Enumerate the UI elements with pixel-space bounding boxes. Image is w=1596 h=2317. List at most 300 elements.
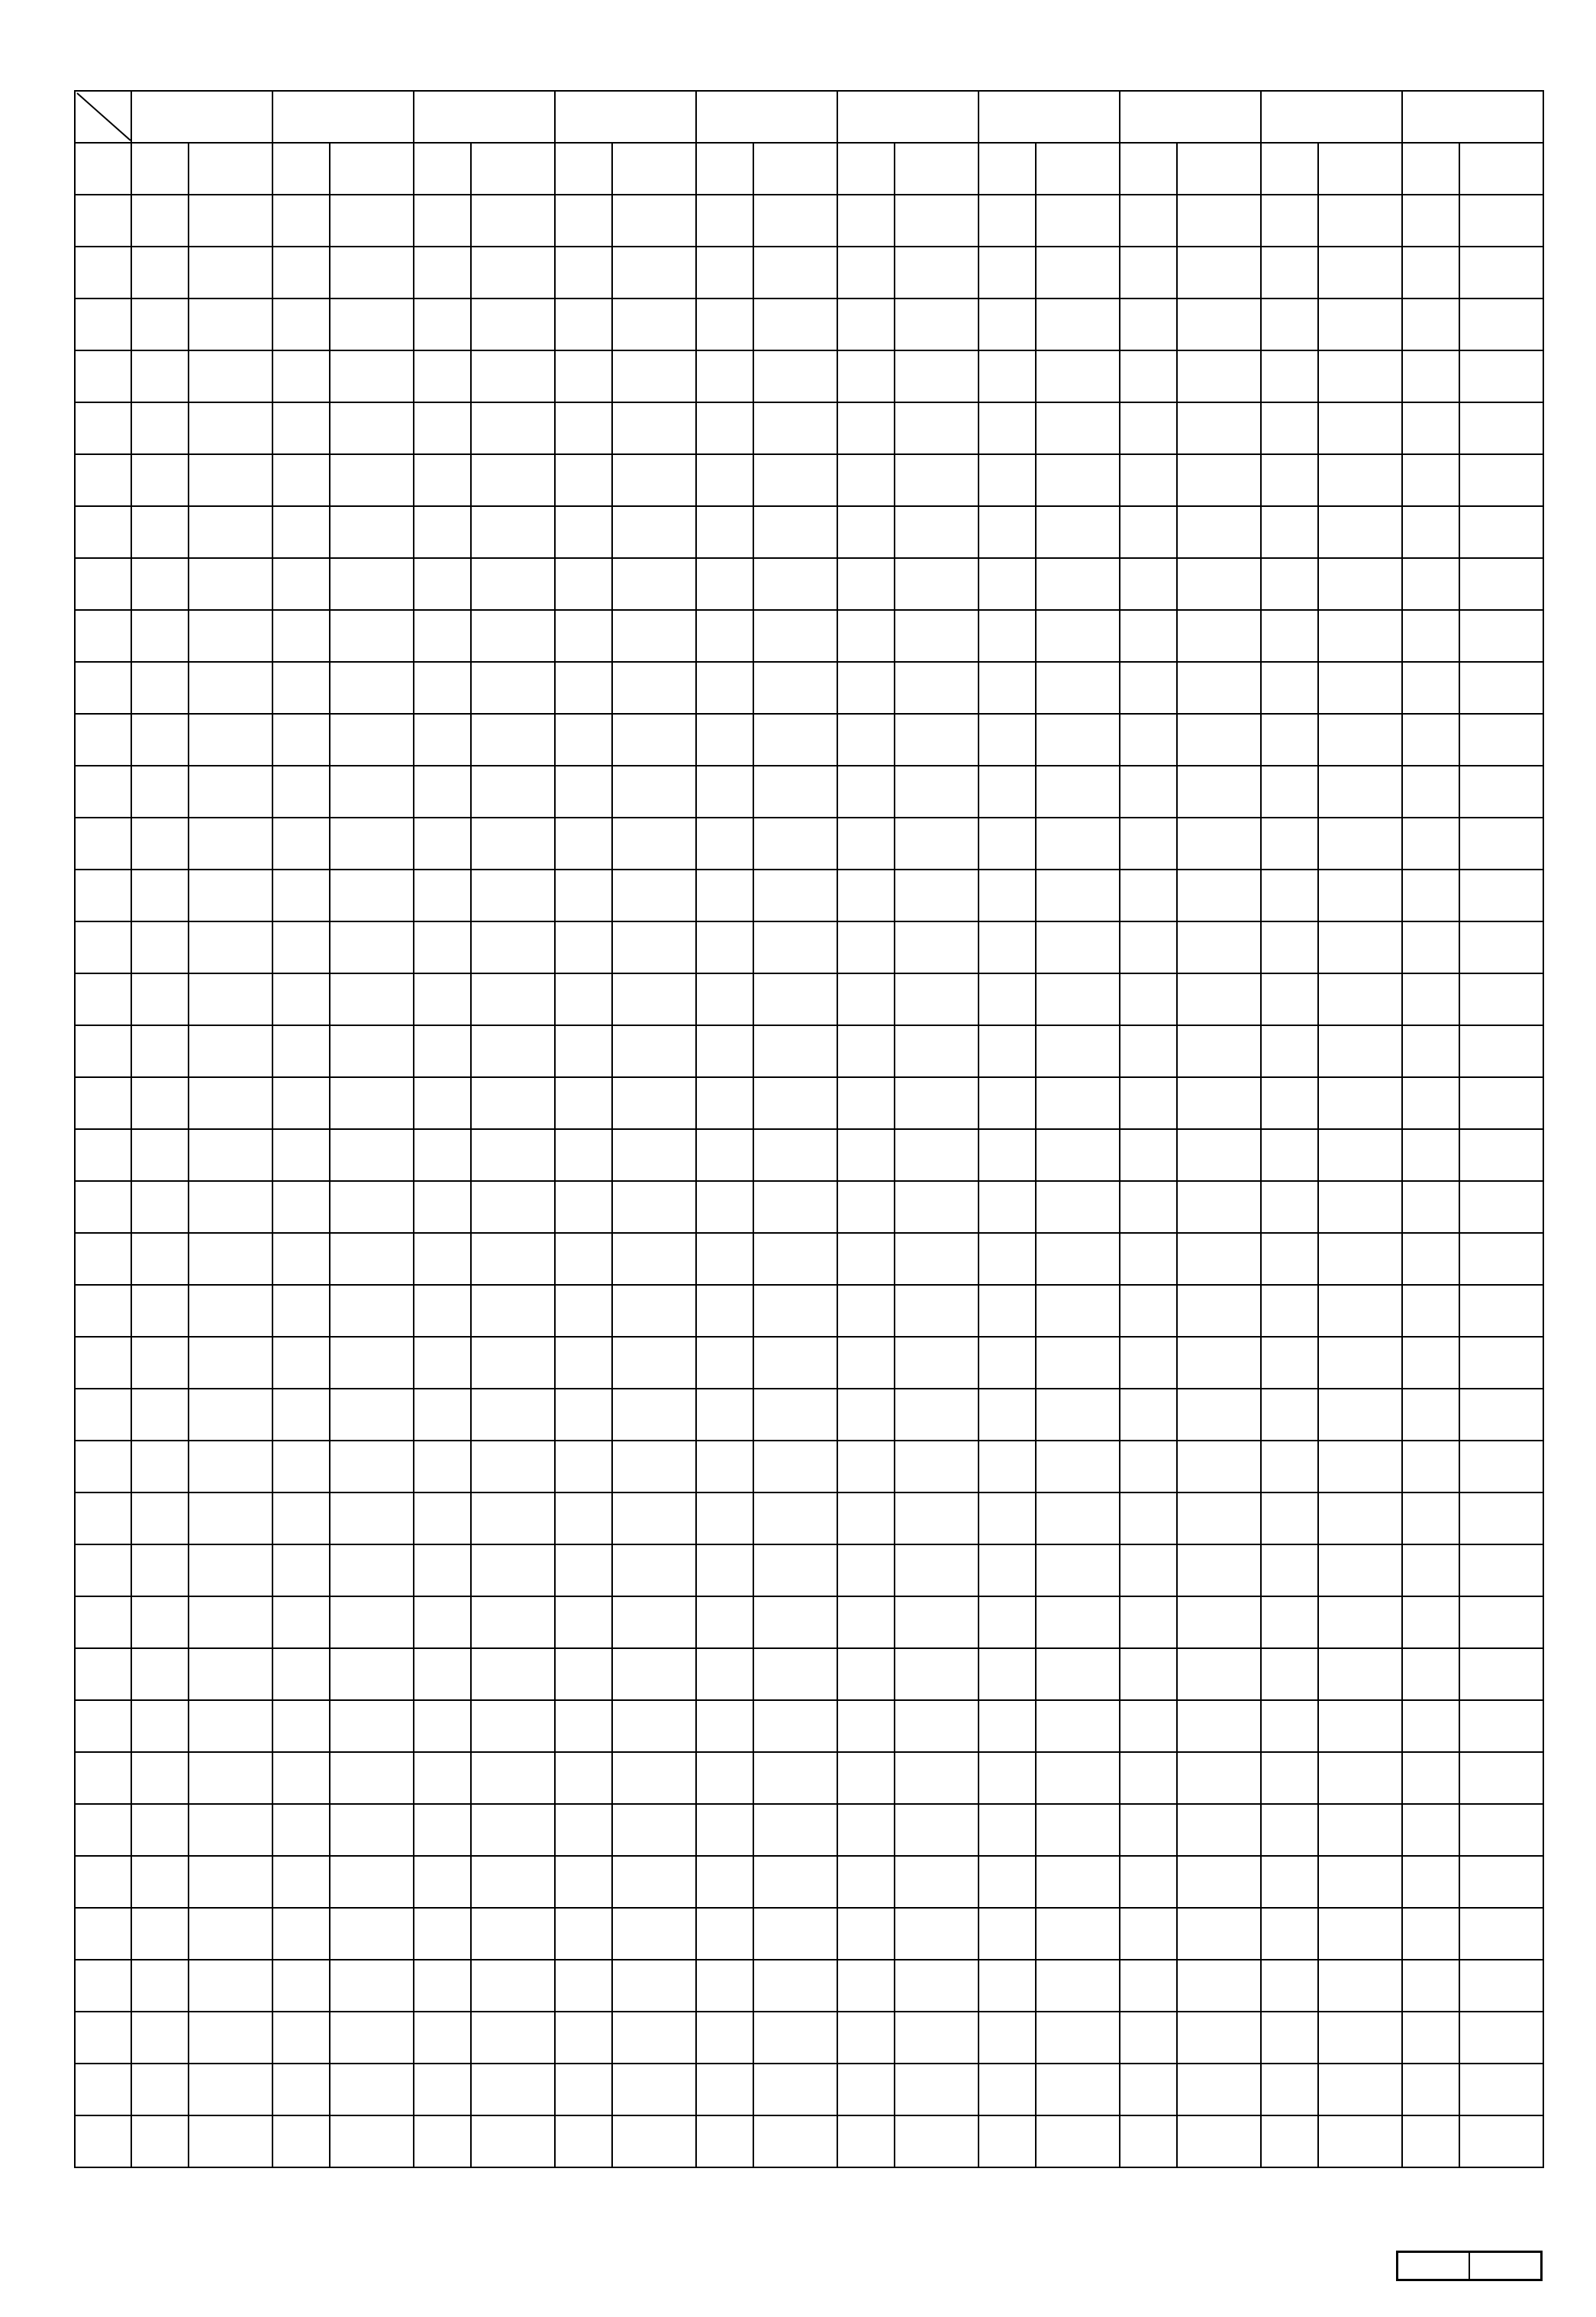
count-cell bbox=[979, 2064, 1036, 2115]
volume-cell bbox=[1318, 1856, 1402, 1908]
volume-cell bbox=[1036, 870, 1120, 921]
count-cell bbox=[555, 1025, 612, 1077]
volume-cell bbox=[753, 1441, 837, 1492]
volume-cell bbox=[189, 1337, 272, 1389]
count-cell bbox=[131, 1856, 189, 1908]
volume-cell bbox=[1459, 1389, 1543, 1441]
count-cell bbox=[272, 1129, 330, 1181]
volume-cell bbox=[189, 1492, 272, 1544]
count-cell bbox=[696, 1804, 753, 1856]
count-cell bbox=[979, 818, 1036, 870]
count-cell bbox=[979, 1700, 1036, 1752]
volume-cell bbox=[189, 1596, 272, 1648]
volume-cell bbox=[753, 1389, 837, 1441]
volume-cell bbox=[1459, 1285, 1543, 1337]
count-cell bbox=[131, 1077, 189, 1129]
volume-cell bbox=[471, 506, 555, 558]
count-cell bbox=[414, 1804, 471, 1856]
count-cell bbox=[414, 818, 471, 870]
volume-cell bbox=[1177, 973, 1261, 1025]
table-row bbox=[75, 1025, 1543, 1077]
count-cell bbox=[1402, 662, 1459, 714]
total-count-cell bbox=[272, 2115, 330, 2167]
count-cell bbox=[979, 195, 1036, 247]
count-cell bbox=[131, 195, 189, 247]
volume-cell bbox=[1318, 143, 1402, 195]
volume-cell bbox=[1036, 1129, 1120, 1181]
volume-cell bbox=[895, 662, 979, 714]
volume-cell bbox=[895, 2012, 979, 2064]
count-cell bbox=[1402, 1337, 1459, 1389]
count-cell bbox=[979, 1129, 1036, 1181]
count-cell bbox=[555, 1492, 612, 1544]
count-cell bbox=[1261, 1285, 1318, 1337]
volume-cell bbox=[895, 143, 979, 195]
count-cell bbox=[1402, 1129, 1459, 1181]
volume-cell bbox=[1459, 1181, 1543, 1233]
count-cell bbox=[696, 143, 753, 195]
count-cell bbox=[272, 1856, 330, 1908]
count-cell bbox=[414, 1389, 471, 1441]
count-cell bbox=[414, 350, 471, 402]
count-cell bbox=[272, 1077, 330, 1129]
diameter-cell bbox=[75, 454, 131, 506]
count-cell bbox=[272, 610, 330, 662]
diameter-cell bbox=[75, 1544, 131, 1596]
count-cell bbox=[272, 1752, 330, 1804]
volume-cell bbox=[895, 1752, 979, 1804]
volume-cell bbox=[1459, 1233, 1543, 1285]
volume-cell bbox=[1036, 1441, 1120, 1492]
volume-cell bbox=[1036, 818, 1120, 870]
count-cell bbox=[837, 870, 895, 921]
count-cell bbox=[555, 1960, 612, 2012]
volume-cell bbox=[1036, 350, 1120, 402]
count-cell bbox=[414, 1700, 471, 1752]
volume-cell bbox=[753, 1025, 837, 1077]
count-cell bbox=[272, 662, 330, 714]
volume-cell bbox=[189, 714, 272, 766]
count-cell bbox=[414, 558, 471, 610]
count-cell bbox=[1120, 1856, 1177, 1908]
count-cell bbox=[1402, 143, 1459, 195]
volume-cell bbox=[1459, 973, 1543, 1025]
count-cell bbox=[1261, 662, 1318, 714]
count-cell bbox=[837, 1441, 895, 1492]
volume-cell bbox=[753, 2012, 837, 2064]
volume-cell bbox=[1459, 1337, 1543, 1389]
count-cell bbox=[1402, 818, 1459, 870]
count-cell bbox=[414, 1077, 471, 1129]
count-cell bbox=[131, 298, 189, 350]
table-row bbox=[75, 454, 1543, 506]
volume-cell bbox=[1036, 1856, 1120, 1908]
total-volume-cell bbox=[612, 2115, 696, 2167]
total-count-cell bbox=[1402, 2115, 1459, 2167]
volume-cell bbox=[612, 818, 696, 870]
table-row bbox=[75, 247, 1543, 298]
count-cell bbox=[1402, 402, 1459, 454]
count-cell bbox=[696, 402, 753, 454]
volume-cell bbox=[1459, 1752, 1543, 1804]
volume-cell bbox=[1036, 1337, 1120, 1389]
count-cell bbox=[272, 506, 330, 558]
count-cell bbox=[1120, 662, 1177, 714]
count-cell bbox=[131, 818, 189, 870]
count-cell bbox=[131, 766, 189, 818]
count-cell bbox=[696, 818, 753, 870]
count-cell bbox=[1261, 870, 1318, 921]
volume-cell bbox=[1036, 714, 1120, 766]
count-cell bbox=[837, 1596, 895, 1648]
count-cell bbox=[1120, 1700, 1177, 1752]
count-cell bbox=[696, 766, 753, 818]
volume-cell bbox=[1177, 298, 1261, 350]
count-cell bbox=[414, 1181, 471, 1233]
volume-cell bbox=[1177, 1544, 1261, 1596]
diameter-cell bbox=[75, 870, 131, 921]
count-cell bbox=[1261, 1129, 1318, 1181]
volume-cell bbox=[895, 1233, 979, 1285]
volume-cell bbox=[189, 1441, 272, 1492]
diameter-cell bbox=[75, 506, 131, 558]
volume-cell bbox=[612, 1285, 696, 1337]
volume-cell bbox=[471, 2012, 555, 2064]
count-cell bbox=[837, 818, 895, 870]
count-cell bbox=[696, 1544, 753, 1596]
count-cell bbox=[979, 870, 1036, 921]
volume-cell bbox=[753, 766, 837, 818]
count-cell bbox=[414, 1285, 471, 1337]
count-cell bbox=[414, 454, 471, 506]
count-cell bbox=[696, 610, 753, 662]
volume-cell bbox=[1459, 402, 1543, 454]
volume-cell bbox=[330, 1129, 414, 1181]
count-cell bbox=[837, 1648, 895, 1700]
volume-cell bbox=[1318, 506, 1402, 558]
volume-cell bbox=[1036, 247, 1120, 298]
volume-cell bbox=[1459, 766, 1543, 818]
count-cell bbox=[272, 2012, 330, 2064]
count-cell bbox=[555, 143, 612, 195]
count-cell bbox=[272, 1492, 330, 1544]
volume-cell bbox=[189, 1389, 272, 1441]
count-cell bbox=[979, 2012, 1036, 2064]
count-cell bbox=[555, 1752, 612, 1804]
count-cell bbox=[1261, 1077, 1318, 1129]
volume-cell bbox=[471, 2064, 555, 2115]
count-cell bbox=[979, 1856, 1036, 1908]
total-row bbox=[75, 2115, 1543, 2167]
diameter-cell bbox=[75, 1233, 131, 1285]
count-cell bbox=[555, 1648, 612, 1700]
volume-cell bbox=[612, 662, 696, 714]
volume-cell bbox=[1318, 973, 1402, 1025]
count-cell bbox=[1120, 921, 1177, 973]
volume-cell bbox=[895, 195, 979, 247]
count-cell bbox=[1120, 143, 1177, 195]
count-cell bbox=[131, 1129, 189, 1181]
table-row bbox=[75, 662, 1543, 714]
count-cell bbox=[979, 1025, 1036, 1077]
count-cell bbox=[1402, 298, 1459, 350]
total-volume-cell bbox=[1036, 2115, 1120, 2167]
count-cell bbox=[1261, 2012, 1318, 2064]
volume-cell bbox=[1318, 402, 1402, 454]
volume-cell bbox=[1459, 143, 1543, 195]
volume-cell bbox=[189, 1752, 272, 1804]
volume-cell bbox=[1459, 1129, 1543, 1181]
volume-cell bbox=[471, 195, 555, 247]
count-cell bbox=[555, 2012, 612, 2064]
volume-cell bbox=[1036, 1960, 1120, 2012]
volume-cell bbox=[612, 454, 696, 506]
count-cell bbox=[555, 1129, 612, 1181]
count-cell bbox=[1120, 1129, 1177, 1181]
count-cell bbox=[1261, 1648, 1318, 1700]
count-cell bbox=[696, 1856, 753, 1908]
volume-cell bbox=[1177, 506, 1261, 558]
count-cell bbox=[979, 766, 1036, 818]
volume-cell bbox=[1459, 247, 1543, 298]
count-cell bbox=[131, 1181, 189, 1233]
volume-cell bbox=[612, 1648, 696, 1700]
volume-cell bbox=[471, 610, 555, 662]
count-cell bbox=[1402, 506, 1459, 558]
table-row bbox=[75, 1908, 1543, 1960]
volume-cell bbox=[753, 973, 837, 1025]
volume-cell bbox=[1318, 298, 1402, 350]
count-cell bbox=[414, 1492, 471, 1544]
volume-cell bbox=[471, 1337, 555, 1389]
count-cell bbox=[696, 1752, 753, 1804]
diameter-cell bbox=[75, 1077, 131, 1129]
volume-cell bbox=[1459, 1856, 1543, 1908]
total-count-cell bbox=[837, 2115, 895, 2167]
count-cell bbox=[555, 610, 612, 662]
volume-cell bbox=[612, 1752, 696, 1804]
species-header-row bbox=[75, 91, 1543, 143]
volume-cell bbox=[895, 298, 979, 350]
count-cell bbox=[837, 2064, 895, 2115]
count-cell bbox=[272, 1233, 330, 1285]
count-cell bbox=[837, 2012, 895, 2064]
diameter-cell bbox=[75, 558, 131, 610]
volume-cell bbox=[753, 1596, 837, 1648]
volume-cell bbox=[471, 1233, 555, 1285]
count-cell bbox=[696, 1129, 753, 1181]
volume-cell bbox=[753, 558, 837, 610]
count-cell bbox=[414, 714, 471, 766]
volume-cell bbox=[1177, 1804, 1261, 1856]
count-cell bbox=[1402, 1960, 1459, 2012]
volume-cell bbox=[330, 1544, 414, 1596]
diameter-cell bbox=[75, 2012, 131, 2064]
total-volume-cell bbox=[753, 2115, 837, 2167]
volume-cell bbox=[330, 1804, 414, 1856]
count-cell bbox=[414, 402, 471, 454]
count-cell bbox=[696, 506, 753, 558]
count-cell bbox=[1120, 1544, 1177, 1596]
volume-cell bbox=[1036, 1804, 1120, 1856]
volume-cell bbox=[189, 298, 272, 350]
species-header bbox=[1120, 91, 1261, 143]
count-cell bbox=[1261, 921, 1318, 973]
volume-cell bbox=[895, 1337, 979, 1389]
table-row bbox=[75, 1441, 1543, 1492]
count-cell bbox=[131, 350, 189, 402]
volume-cell bbox=[1036, 1596, 1120, 1648]
count-cell bbox=[696, 1077, 753, 1129]
count-cell bbox=[1120, 298, 1177, 350]
count-cell bbox=[555, 1233, 612, 1285]
volume-cell bbox=[189, 870, 272, 921]
volume-cell bbox=[330, 921, 414, 973]
volume-cell bbox=[189, 1960, 272, 2012]
volume-cell bbox=[895, 610, 979, 662]
volume-cell bbox=[330, 1233, 414, 1285]
count-cell bbox=[979, 298, 1036, 350]
count-cell bbox=[1402, 1389, 1459, 1441]
diameter-cell bbox=[75, 714, 131, 766]
count-cell bbox=[1402, 1181, 1459, 1233]
volume-cell bbox=[1459, 610, 1543, 662]
diameter-cell bbox=[75, 402, 131, 454]
volume-cell bbox=[1177, 1389, 1261, 1441]
count-cell bbox=[1261, 1596, 1318, 1648]
count-cell bbox=[837, 454, 895, 506]
volume-cell bbox=[471, 973, 555, 1025]
volume-cell bbox=[612, 714, 696, 766]
count-cell bbox=[131, 1285, 189, 1337]
diameter-cell bbox=[75, 1025, 131, 1077]
count-cell bbox=[1261, 298, 1318, 350]
table-row bbox=[75, 1389, 1543, 1441]
volume-cell bbox=[1177, 2012, 1261, 2064]
count-cell bbox=[414, 2012, 471, 2064]
diameter-cell bbox=[75, 1129, 131, 1181]
volume-cell bbox=[753, 1233, 837, 1285]
volume-cell bbox=[612, 1960, 696, 2012]
count-cell bbox=[555, 454, 612, 506]
count-cell bbox=[837, 558, 895, 610]
count-cell bbox=[1120, 1804, 1177, 1856]
count-cell bbox=[414, 610, 471, 662]
count-cell bbox=[555, 1544, 612, 1596]
volume-cell bbox=[471, 558, 555, 610]
count-cell bbox=[1402, 1856, 1459, 1908]
volume-cell bbox=[753, 143, 837, 195]
volume-cell bbox=[612, 610, 696, 662]
count-cell bbox=[837, 247, 895, 298]
volume-cell bbox=[753, 1908, 837, 1960]
count-cell bbox=[555, 714, 612, 766]
count-cell bbox=[1120, 1285, 1177, 1337]
count-cell bbox=[696, 1492, 753, 1544]
count-cell bbox=[1120, 1596, 1177, 1648]
volume-cell bbox=[330, 558, 414, 610]
count-cell bbox=[1120, 1441, 1177, 1492]
diameter-cell bbox=[75, 247, 131, 298]
diameter-cell bbox=[75, 1856, 131, 1908]
volume-cell bbox=[1036, 506, 1120, 558]
count-cell bbox=[1261, 1233, 1318, 1285]
count-cell bbox=[979, 1441, 1036, 1492]
species-header bbox=[696, 91, 837, 143]
table-row bbox=[75, 1752, 1543, 1804]
volume-cell bbox=[471, 766, 555, 818]
table-row bbox=[75, 1856, 1543, 1908]
volume-cell bbox=[1036, 1908, 1120, 1960]
volume-cell bbox=[471, 143, 555, 195]
count-cell bbox=[696, 350, 753, 402]
volume-cell bbox=[189, 558, 272, 610]
volume-cell bbox=[612, 298, 696, 350]
diameter-cell bbox=[75, 1700, 131, 1752]
count-cell bbox=[131, 1908, 189, 1960]
count-cell bbox=[272, 1285, 330, 1337]
count-cell bbox=[696, 2064, 753, 2115]
volume-cell bbox=[471, 350, 555, 402]
count-cell bbox=[837, 1908, 895, 1960]
count-cell bbox=[414, 195, 471, 247]
volume-cell bbox=[471, 454, 555, 506]
table-row bbox=[75, 1337, 1543, 1389]
count-cell bbox=[696, 454, 753, 506]
count-cell bbox=[131, 1648, 189, 1700]
count-cell bbox=[1120, 714, 1177, 766]
diameter-cell bbox=[75, 921, 131, 973]
count-cell bbox=[1261, 1700, 1318, 1752]
count-cell bbox=[131, 1544, 189, 1596]
volume-cell bbox=[1177, 1752, 1261, 1804]
species-header bbox=[131, 91, 272, 143]
volume-cell bbox=[1177, 1129, 1261, 1181]
count-cell bbox=[979, 1337, 1036, 1389]
volume-cell bbox=[895, 1960, 979, 2012]
volume-cell bbox=[1459, 558, 1543, 610]
volume-cell bbox=[1318, 1804, 1402, 1856]
count-cell bbox=[696, 1960, 753, 2012]
count-cell bbox=[837, 1337, 895, 1389]
volume-cell bbox=[1036, 921, 1120, 973]
count-cell bbox=[696, 195, 753, 247]
count-cell bbox=[131, 973, 189, 1025]
volume-cell bbox=[330, 1908, 414, 1960]
volume-cell bbox=[330, 298, 414, 350]
count-cell bbox=[837, 714, 895, 766]
volume-cell bbox=[471, 1389, 555, 1441]
diameter-cell bbox=[75, 1337, 131, 1389]
count-cell bbox=[414, 506, 471, 558]
volume-cell bbox=[612, 1389, 696, 1441]
count-cell bbox=[272, 247, 330, 298]
count-cell bbox=[272, 1908, 330, 1960]
diameter-cell bbox=[75, 766, 131, 818]
volume-cell bbox=[1318, 1492, 1402, 1544]
volume-cell bbox=[895, 506, 979, 558]
count-cell bbox=[979, 973, 1036, 1025]
volume-cell bbox=[1177, 247, 1261, 298]
volume-cell bbox=[895, 1700, 979, 1752]
count-cell bbox=[837, 1233, 895, 1285]
volume-cell bbox=[189, 1908, 272, 1960]
count-cell bbox=[1120, 350, 1177, 402]
volume-cell bbox=[1318, 1908, 1402, 1960]
count-cell bbox=[131, 610, 189, 662]
volume-cell bbox=[1318, 195, 1402, 247]
volume-cell bbox=[753, 1804, 837, 1856]
